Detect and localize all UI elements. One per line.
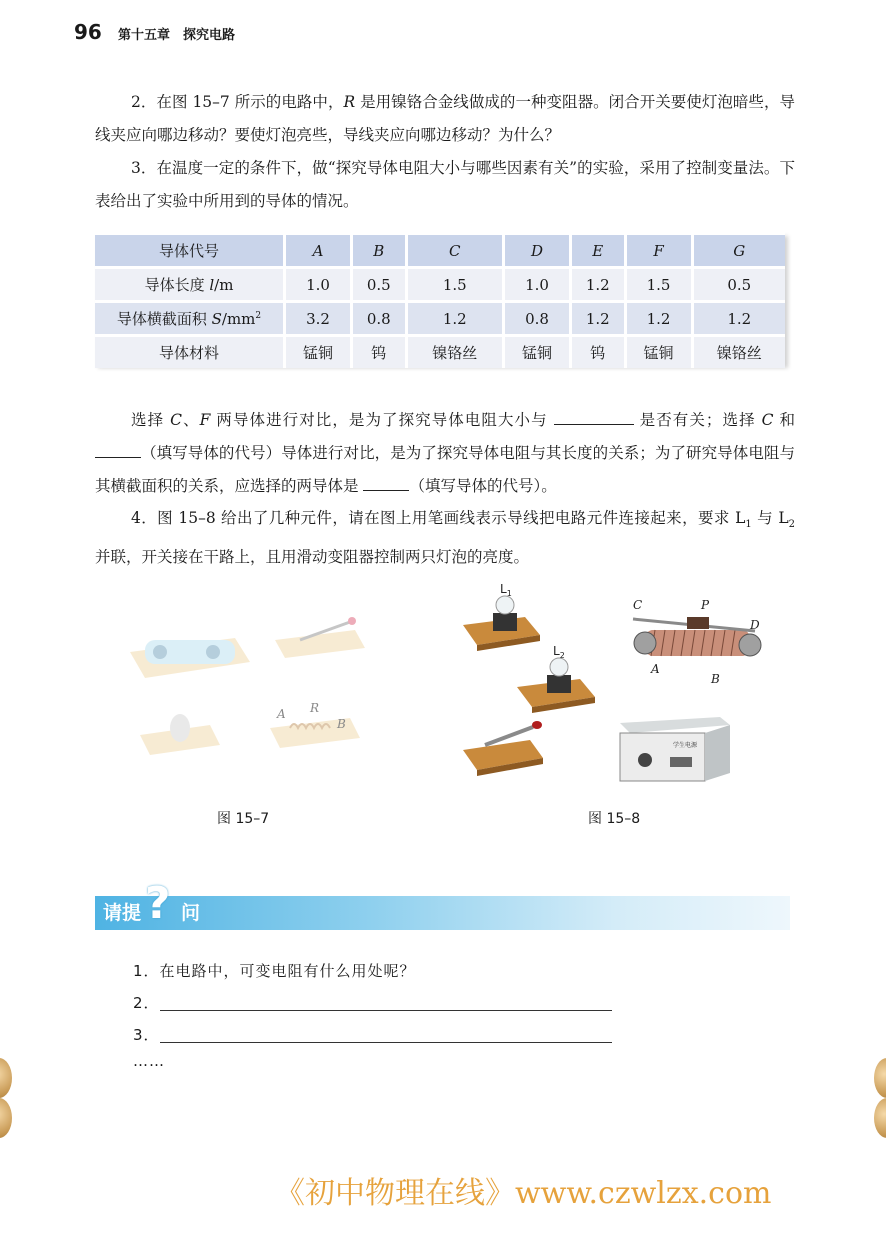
battery-terminal-icon: [153, 645, 167, 659]
lamp1-label: L: [500, 582, 507, 596]
lamp2-label: L: [553, 644, 560, 658]
table-area-cell: 1.2: [572, 303, 627, 334]
lamp1-bulb-icon: [496, 596, 514, 614]
question-mark-icon: ?: [145, 878, 171, 929]
table-length-cell: 1.5: [627, 269, 694, 300]
table-area-cell: 0.8: [505, 303, 572, 334]
q2-symbol-r: R: [343, 93, 356, 111]
table-area-cell: 0.8: [353, 303, 408, 334]
table-length-cell: 1.5: [408, 269, 505, 300]
lamp2-bulb-icon: [550, 658, 568, 676]
answer-blank-2[interactable]: [95, 439, 141, 458]
lamp1-label-sub: 1: [506, 589, 512, 598]
power-supply-label: 学生电源: [673, 742, 698, 749]
table-code-cell: E: [572, 235, 627, 266]
table-length-cell: 1.2: [572, 269, 627, 300]
table-material-cell: 锰铜: [627, 337, 694, 368]
switch-handle-icon: [532, 721, 542, 729]
table-length-cell: 0.5: [353, 269, 408, 300]
table-length-label: 导体长度 l/m: [95, 269, 286, 300]
rheostat-base: [270, 718, 360, 748]
ask-ellipsis: ……: [133, 1052, 165, 1070]
figure-15-7-drawing: [125, 600, 375, 760]
table-area-cell: 3.2: [286, 303, 353, 334]
ask-line-3-number: 3．: [133, 1026, 160, 1044]
table-code-cell: F: [627, 235, 694, 266]
fig157-label-a: A: [277, 707, 286, 721]
question-4: 4．图 15–8 给出了几种元件，请在图上用笔画线表示导线把电路元件连接起来，要求 $L_1$ 与 $L_2$ 并联，开关接在干路上，且用滑动变阻器控制两只灯泡的亮度。: [95, 509, 795, 567]
svg-text:L2: [553, 644, 565, 660]
rheostat-slider: [687, 617, 709, 629]
question-3: 3．在温度一定的条件下，做“探究导体电阻大小与哪些因素有关”的实验，采用了控制变量法。下表给出了实验中所用到的导体的情况。: [95, 159, 795, 210]
ask-line-3-rule[interactable]: [160, 1042, 612, 1043]
table-material-cell: 钨: [572, 337, 627, 368]
table-row-material: [95, 337, 785, 368]
table-area-label: 导体横截面积 $S/mm^2$: [95, 303, 286, 334]
side-tab-decoration: [874, 1098, 886, 1138]
conductor-table: [95, 232, 785, 364]
table-length-cell: 0.5: [694, 269, 785, 300]
table-area-cell: 1.2: [627, 303, 694, 334]
power-supply-front: [620, 733, 705, 781]
switch-handle-icon: [348, 617, 356, 625]
table-row-area: [95, 303, 785, 334]
table-row-codes: [95, 235, 785, 266]
fig157-label-b: B: [337, 717, 346, 731]
figure-15-8-drawing: [455, 575, 775, 790]
battery-terminal-icon: [206, 645, 220, 659]
page-number: 96: [74, 20, 102, 44]
table-row-length: [95, 269, 785, 300]
side-tab-decoration: [0, 1058, 12, 1098]
ask-line-2-number: 2．: [133, 994, 160, 1012]
fill-in-question: 选择 C、F 两导体进行对比，是为了探究导体电阻大小与 是否有关；选择 C 和 （填写导体的代号）导体进行对比，是为了探究导体电阻与其长度的关系；为了研究导体电阻与其横截面积的关系，应选择的两导体是 （填写导体的代号）。: [95, 404, 795, 503]
answer-blank-3[interactable]: [363, 472, 409, 491]
rheostat-end-cap: [634, 632, 656, 654]
table-area-cell: 1.2: [408, 303, 505, 334]
ask-line-2-rule[interactable]: [160, 1010, 612, 1011]
q2-text-part1: 2．在图 15–7 所示的电路中，: [131, 93, 344, 111]
ask-question-banner: [95, 878, 790, 930]
power-knob-icon: [638, 753, 652, 767]
table-material-cell: 镍铬丝: [408, 337, 505, 368]
lamp2-socket: [547, 675, 571, 693]
table-material-cell: 镍铬丝: [694, 337, 785, 368]
fig157-label-r: R: [310, 701, 320, 715]
ask-line-1: 1．在电路中，可变电阻有什么用处呢？: [133, 962, 416, 980]
rheostat-label-c: C: [633, 598, 643, 612]
table-code-cell: A: [286, 235, 353, 266]
lamp-bulb-icon: [170, 714, 190, 742]
question-2: [95, 86, 795, 152]
table-code-cell: D: [505, 235, 572, 266]
table-area-cell: 1.2: [694, 303, 785, 334]
table-material-label: 导体材料: [95, 337, 286, 368]
power-terminal: [670, 757, 692, 767]
table-material-cell: 锰铜: [505, 337, 572, 368]
figure-15-7-caption: 图 15–7: [217, 811, 270, 827]
banner-title-part1: 请提: [103, 902, 142, 924]
table-material-cell: 锰铜: [286, 337, 353, 368]
svg-text:L1: [500, 582, 512, 598]
table-length-cell: 1.0: [505, 269, 572, 300]
table-length-cell: 1.0: [286, 269, 353, 300]
q2-text-part2: 是用镍铬合金线做成的一种变阻器。闭合开关要使灯泡暗些，导线夹应向哪边移动？要使灯泡亮些，导线夹应向哪边移动？为什么？: [95, 93, 795, 144]
rheostat-label-p: P: [701, 598, 710, 612]
table-material-cell: 钨: [353, 337, 408, 368]
table-code-cell: C: [408, 235, 505, 266]
figure-15-8-caption: 图 15–8: [588, 811, 641, 827]
banner-title-part2: 问: [181, 902, 201, 924]
rheostat-end-cap: [739, 634, 761, 656]
chapter-title: 第十五章 探究电路: [118, 28, 236, 43]
table-code-cell: G: [694, 235, 785, 266]
table-header-code-label: 导体代号: [95, 235, 286, 266]
watermark: 《初中物理在线》www.czwlzx.com: [275, 1176, 772, 1211]
lamp2-label-sub: 2: [559, 651, 565, 660]
rheostat-label-d: D: [750, 618, 760, 632]
side-tab-decoration: [874, 1058, 886, 1098]
rheostat-label-b: B: [711, 672, 720, 686]
lamp1-socket: [493, 613, 517, 631]
table-code-cell: B: [353, 235, 408, 266]
answer-blank-1[interactable]: [554, 406, 634, 425]
side-tab-decoration: [0, 1098, 12, 1138]
rheostat-label-a: A: [651, 662, 660, 676]
